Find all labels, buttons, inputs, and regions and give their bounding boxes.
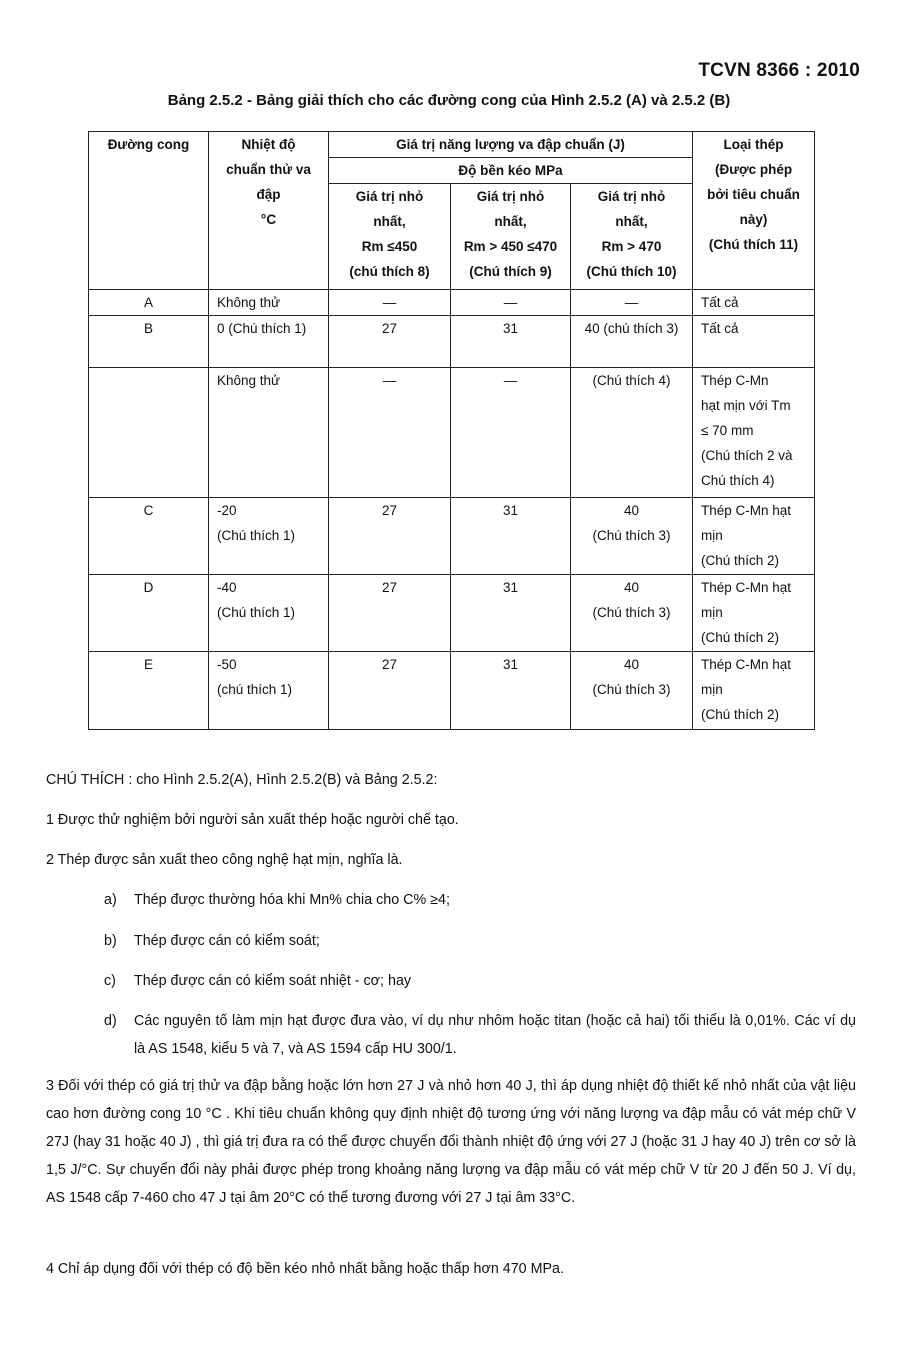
value-cell: — [451,290,571,316]
curve-cell: E [89,652,209,730]
item-text: Thép được thường hóa khi Mn% chia cho C% ≥4; [134,892,450,908]
value-cell: — [571,290,693,316]
standard-number: TCVN 8366 : 2010 [698,60,860,81]
note-4: 4 Chỉ áp dụng đối với thép có độ bền kéo nhỏ nhất bằng hoặc thấp hơn 470 MPa. [46,1261,564,1277]
value-cell: 27 [329,652,451,730]
temperature-cell: -20 (Chú thích 1) [209,498,329,575]
table-row [89,368,815,498]
value-cell: 40 (chú thích 3) [571,316,693,368]
header-test-temperature: Nhiệt độ chuẩn thử va đập °C [209,132,329,290]
curve-cell: C [89,498,209,575]
value-cell: — [329,368,451,498]
item-text: Các nguyên tố làm mịn hạt được đưa vào, ví dụ như nhôm hoặc titan (hoặc cả hai) tối thiểu là 0,01%. Các ví dụ là AS 1548, kiểu 5 và 7, và AS 1594 cấp HU 300/1. [134,1013,856,1057]
curve-cell: D [89,575,209,652]
note-2-item-a [104,886,856,914]
header-min-rm-470: Giá trị nhỏ nhất, Rm > 470 (Chú thích 10) [571,184,693,290]
table-row [89,498,815,575]
value-cell: 40 (Chú thích 3) [571,652,693,730]
header-min-rm-450: Giá trị nhỏ nhất, Rm ≤450 (chú thích 8) [329,184,451,290]
steel-type-cell: Thép C-Mn hạt mịn với Tm ≤ 70 mm (Chú thích 2 và Chú thích 4) [693,368,815,498]
value-cell: 31 [451,575,571,652]
curve-cell: A [89,290,209,316]
table-row [89,575,815,652]
item-label: d) [104,1013,117,1029]
note-2-item-c [104,967,856,995]
temperature-cell: Không thử [209,368,329,498]
temperature-cell: -50 (chú thích 1) [209,652,329,730]
table-row [89,290,815,316]
value-cell: 27 [329,316,451,368]
table-row [89,316,815,368]
temperature-cell: 0 (Chú thích 1) [209,316,329,368]
curve-cell: B [89,316,209,368]
item-label: a) [104,892,117,908]
table-title: Bảng 2.5.2 - Bảng giải thích cho các đường cong của Hình 2.5.2 (A) và 2.5.2 (B) [167,92,731,109]
header-tensile-strength: Độ bền kéo MPa [329,158,693,184]
note-2-item-b [104,927,856,955]
value-cell: (Chú thích 4) [571,368,693,498]
steel-type-cell: Thép C-Mn hạt mịn (Chú thích 2) [693,575,815,652]
curve-explanation-table [88,131,815,730]
steel-type-cell: Tất cả [693,290,815,316]
notes-heading: CHÚ THÍCH : cho Hình 2.5.2(A), Hình 2.5.2(B) và Bảng 2.5.2: [46,772,438,788]
value-cell: 31 [451,652,571,730]
value-cell: 31 [451,498,571,575]
item-text: Thép được cán có kiểm soát nhiệt - cơ; hay [134,973,412,989]
item-label: b) [104,933,117,949]
header-min-rm-450-470: Giá trị nhỏ nhất, Rm > 450 ≤470 (Chú thích 9) [451,184,571,290]
value-cell: 40 (Chú thích 3) [571,575,693,652]
steel-type-cell: Thép C-Mn hạt mịn (Chú thích 2) [693,652,815,730]
note-2-item-d [104,1007,856,1063]
value-cell: — [329,290,451,316]
table-row [89,652,815,730]
steel-type-cell: Tất cả [693,316,815,368]
value-cell: 31 [451,316,571,368]
header-impact-energy: Giá trị năng lượng va đập chuẩn (J) [329,132,693,158]
item-text: Thép được cán có kiểm soát; [134,933,320,949]
header-steel-type: Loại thép (Được phép bởi tiêu chuẩn này) (Chú thích 11) [693,132,815,290]
curve-cell [89,368,209,498]
header-curve: Đường cong [89,132,209,290]
temperature-cell: Không thử [209,290,329,316]
note-1: 1 Được thử nghiệm bởi người sản xuất thép hoặc người chế tạo. [46,812,459,828]
steel-type-cell: Thép C-Mn hạt mịn (Chú thích 2) [693,498,815,575]
note-3: 3 Đối với thép có giá trị thử va đập bằng hoặc lớn hơn 27 J và nhỏ hơn 40 J, thì áp dụng nhiệt độ thiết kế nhỏ nhất của vật liệu cao hơn đường cong 10 °C . Khi tiêu chuẩn không quy định nhiệt độ tương ứng với năng lượng va đập mẫu có vát mép chữ V 27J (hay 31 hoặc 40 J) , thì giá trị đưa ra có thể được chuyển đổi thành nhiệt độ ứng với 27 J (hoặc 31 J hay 40 J) trên cơ sở là 1,5 J/°C. Sự chuyển đổi này phải được phép trong khoảng năng lượng va đập mẫu có vát mép chữ V từ 20 J đến 50 J. Ví dụ, AS 1548 cấp 7-460 cho 47 J tại âm 20°C có thể tương đương với 27 J tại âm 33°C. [46,1078,856,1206]
value-cell: 27 [329,575,451,652]
value-cell: — [451,368,571,498]
temperature-cell: -40 (Chú thích 1) [209,575,329,652]
item-label: c) [104,973,116,989]
note-2: 2 Thép được sản xuất theo công nghệ hạt mịn, nghĩa là. [46,852,403,868]
value-cell: 27 [329,498,451,575]
value-cell: 40 (Chú thích 3) [571,498,693,575]
